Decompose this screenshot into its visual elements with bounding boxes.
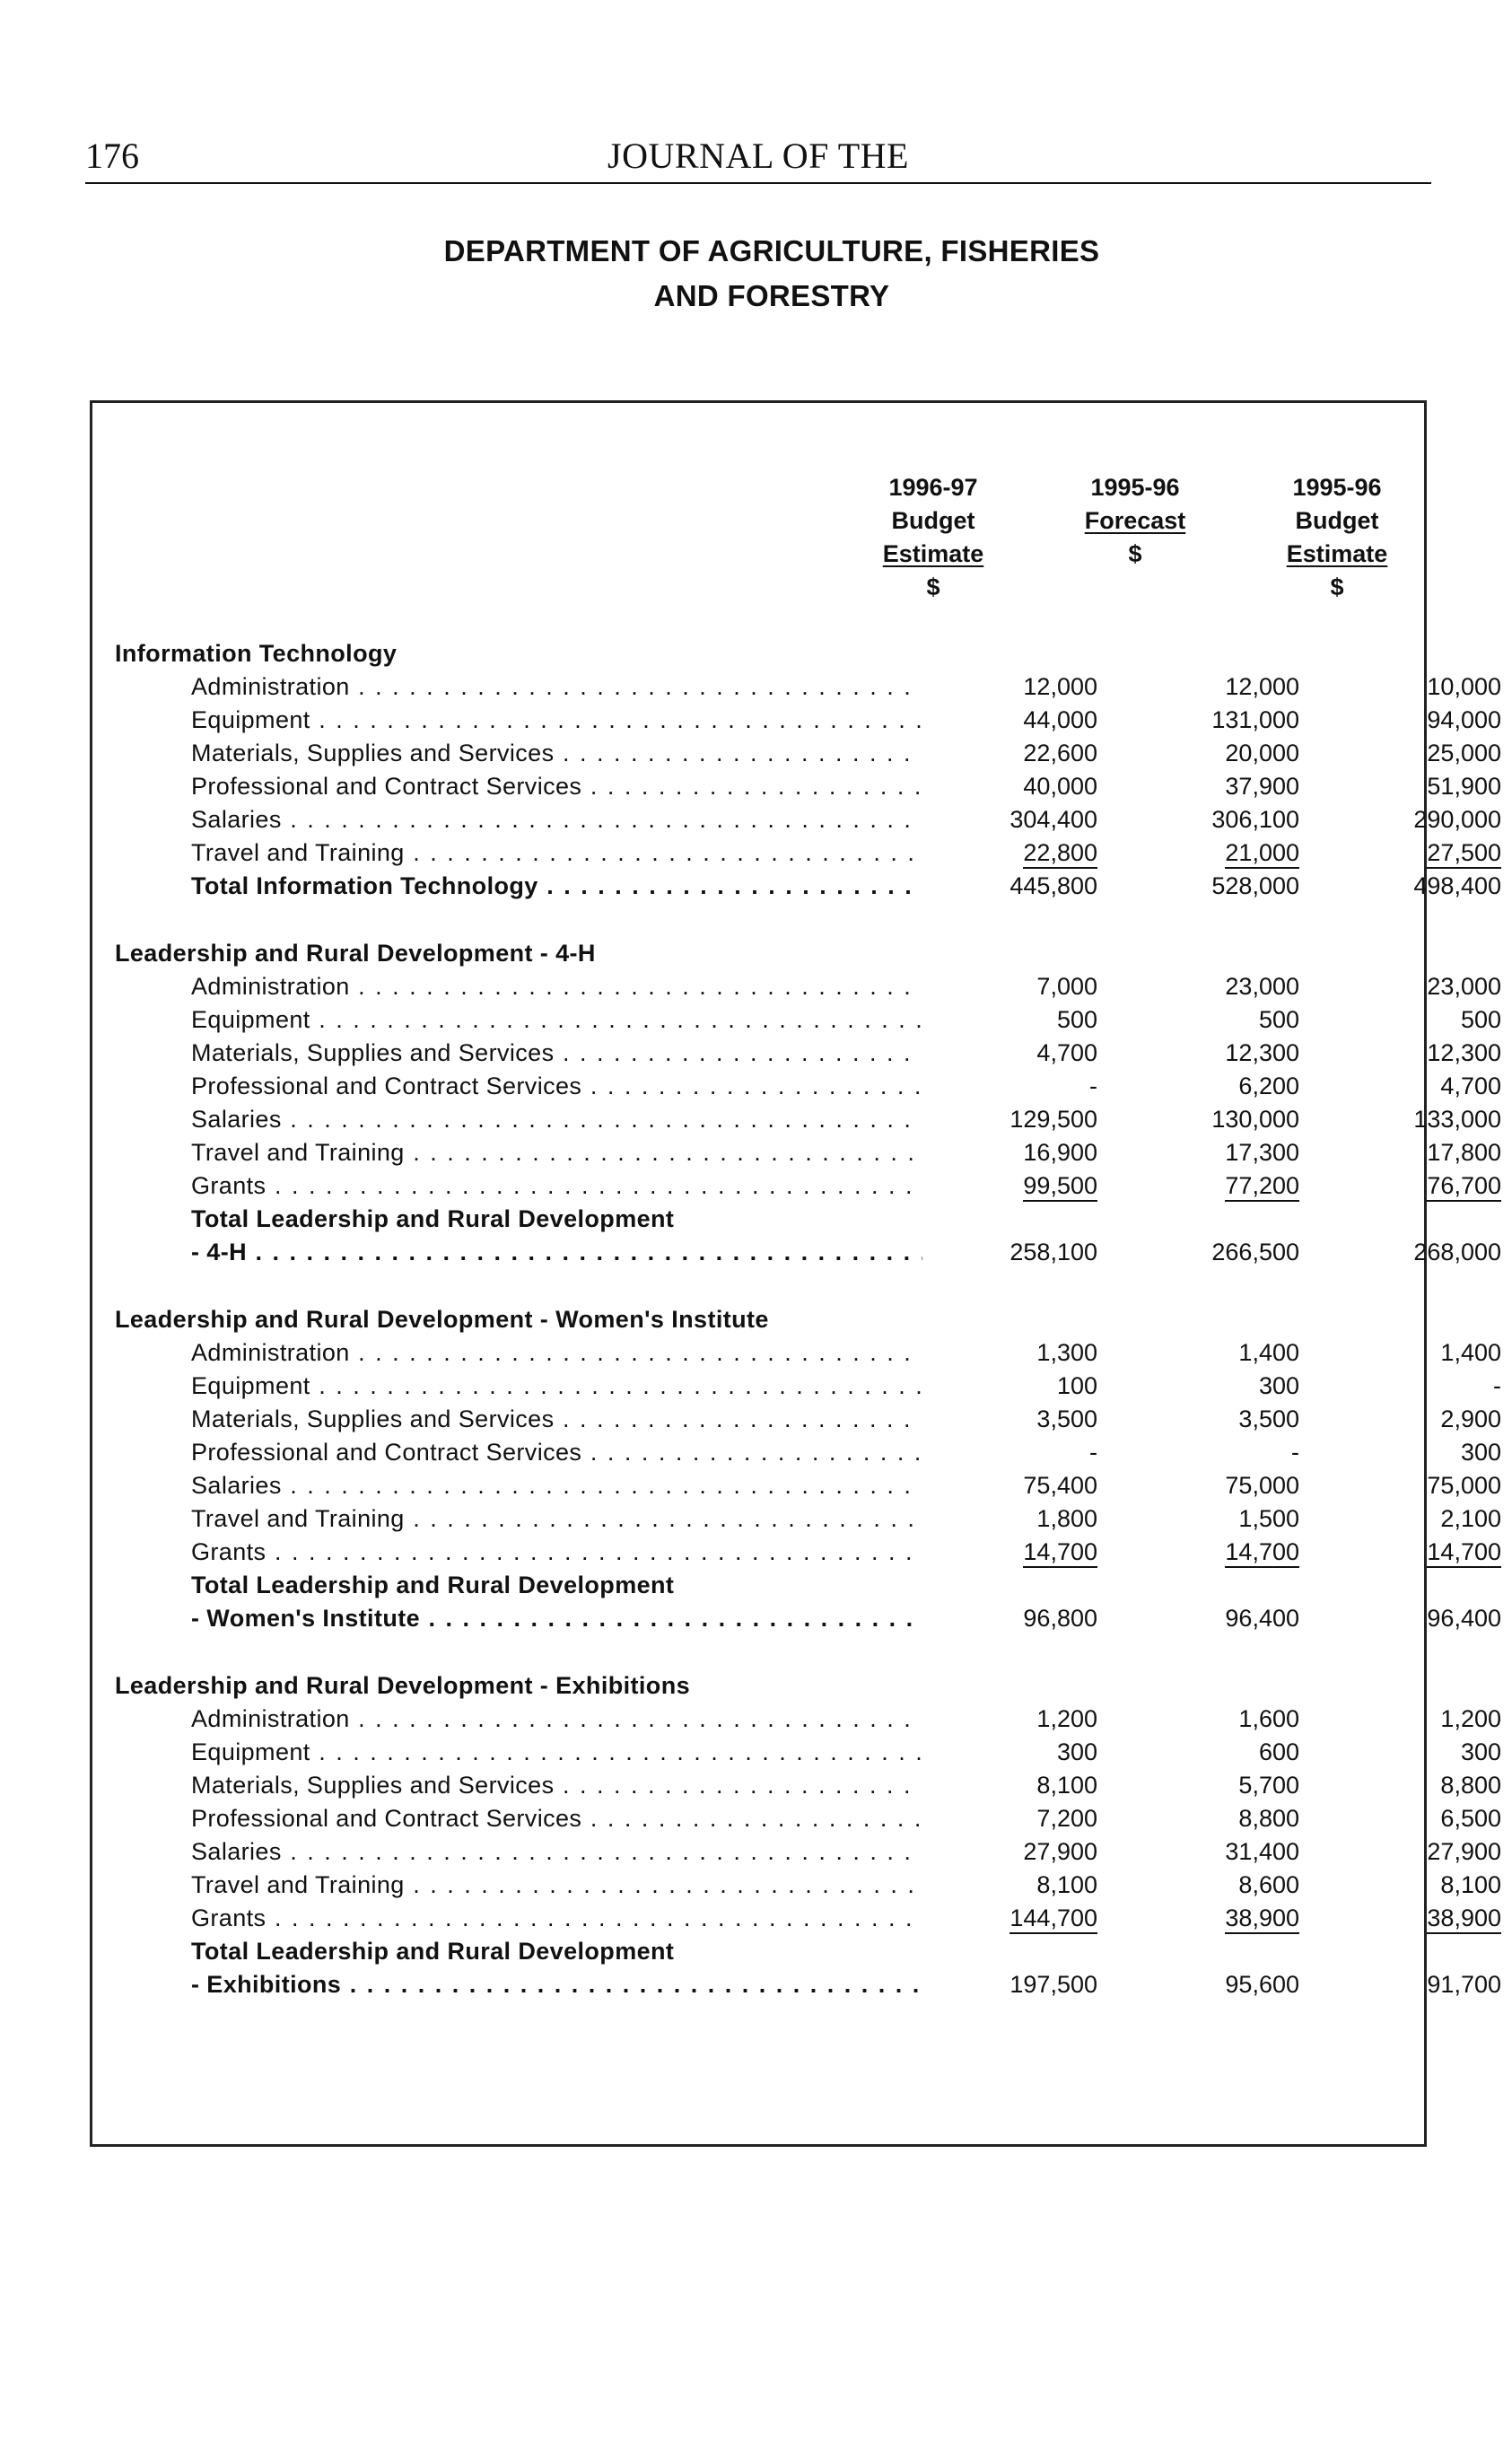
cell-value-text: 99,500 — [1023, 1172, 1097, 1202]
cell-value — [1340, 870, 1501, 903]
cell-value — [936, 1802, 1097, 1835]
cell-value-text: 500 — [1258, 1006, 1299, 1033]
cell-value-text: 300 — [1460, 1738, 1501, 1765]
cell-value — [1340, 803, 1501, 836]
cell-value-text: 38,900 — [1427, 1904, 1501, 1934]
total-row — [115, 1602, 1501, 1635]
cell-value — [936, 1469, 1097, 1502]
cell-value — [936, 870, 1097, 903]
cell-value — [936, 1070, 1097, 1103]
cell-value — [936, 737, 1097, 770]
row-label: Travel and Training . . . — [191, 1502, 922, 1536]
cell-value — [936, 1003, 1097, 1037]
cell-value-text: 51,900 — [1427, 773, 1501, 800]
cell-value-text: 27,900 — [1023, 1838, 1097, 1865]
cell-value-text: 27,900 — [1427, 1838, 1501, 1865]
cell-value — [1138, 670, 1299, 704]
cell-value-text: 12,300 — [1225, 1039, 1299, 1066]
cell-value-text: 3,500 — [1238, 1405, 1299, 1432]
cell-value — [1340, 704, 1501, 737]
cell-value — [936, 670, 1097, 704]
cell-value-text: 300 — [1056, 1738, 1097, 1765]
table-row — [115, 737, 1501, 770]
cell-value — [1138, 1703, 1299, 1736]
row-label: Travel and Training . . . — [191, 1136, 922, 1169]
cell-value — [936, 1602, 1097, 1635]
section-heading-row — [115, 1669, 1407, 1703]
cell-value-text: - — [1089, 1073, 1097, 1099]
cell-value — [1138, 1835, 1299, 1869]
cell-value — [1340, 1436, 1501, 1469]
row-label: Administration . . . — [191, 970, 922, 1003]
cell-value-text: 5,700 — [1238, 1772, 1299, 1799]
table-row — [115, 670, 1501, 704]
cell-value — [936, 970, 1097, 1003]
cell-value-text: 498,400 — [1413, 872, 1501, 899]
section-heading-row — [115, 1303, 1407, 1336]
column-header-unit: $ — [926, 574, 940, 600]
column-header-line: 1995-96 — [1090, 474, 1180, 501]
cell-value — [1340, 1469, 1501, 1502]
section-heading: Information Technology — [115, 640, 398, 667]
table-row — [115, 970, 1501, 1003]
cell-value — [1340, 737, 1501, 770]
table-row — [115, 1370, 1501, 1403]
cell-value-text: 600 — [1258, 1738, 1299, 1765]
cell-value — [1340, 1835, 1501, 1869]
cell-value-text: 268,000 — [1413, 1239, 1501, 1265]
cell-value-text: 96,400 — [1427, 1605, 1501, 1632]
cell-value-text: 1,600 — [1238, 1705, 1299, 1732]
column-header-1995-96-budget — [1261, 471, 1413, 604]
cell-value-text: 12,000 — [1023, 673, 1097, 700]
total-label: Total Leadership and Rural Development — [191, 1205, 675, 1232]
cell-value — [1138, 1236, 1299, 1269]
cell-value-text: 1,500 — [1238, 1505, 1299, 1532]
cell-value — [1340, 1236, 1501, 1269]
cell-value — [1138, 836, 1299, 870]
cell-value — [1138, 1169, 1299, 1203]
cell-value — [1138, 1003, 1299, 1037]
cell-value — [1138, 803, 1299, 836]
column-header-line: Estimate — [882, 540, 984, 567]
table-row — [115, 1802, 1501, 1835]
cell-value-text: 129,500 — [1009, 1106, 1097, 1133]
cell-value-text: 75,000 — [1225, 1472, 1299, 1499]
department-title-line1: DEPARTMENT OF AGRICULTURE, FISHERIES — [443, 234, 1100, 267]
cell-value-text: 4,700 — [1440, 1073, 1501, 1099]
cell-value — [1340, 1037, 1501, 1070]
cell-value-text: 21,000 — [1225, 839, 1299, 869]
cell-value — [1138, 1370, 1299, 1403]
cell-value — [1138, 870, 1299, 903]
column-header-line: Budget — [891, 507, 975, 534]
cell-value — [1138, 1602, 1299, 1635]
cell-value-text: 95,600 — [1225, 1971, 1299, 1998]
cell-value — [936, 1502, 1097, 1536]
section-heading: Leadership and Rural Development - 4-H — [115, 940, 596, 967]
cell-value-text: 300 — [1460, 1439, 1501, 1466]
cell-value — [1138, 1769, 1299, 1802]
row-label: Professional and Contract Services . . . — [191, 770, 922, 803]
table-row — [115, 836, 1501, 870]
cell-value — [936, 1403, 1097, 1436]
column-header-line: Forecast — [1084, 507, 1186, 534]
cell-value-text: 8,100 — [1440, 1871, 1501, 1898]
section-heading-row — [115, 937, 1407, 970]
cell-value-text: 6,200 — [1238, 1073, 1299, 1099]
cell-value-text: 44,000 — [1023, 706, 1097, 733]
cell-value — [936, 1736, 1097, 1769]
cell-value-text: 14,700 — [1427, 1538, 1501, 1568]
cell-value — [936, 1769, 1097, 1802]
budget-table — [115, 637, 1501, 2001]
cell-value-text: 23,000 — [1427, 973, 1501, 1000]
cell-value-text: 306,100 — [1211, 806, 1299, 833]
cell-value — [1138, 1070, 1299, 1103]
column-header-unit: $ — [1128, 540, 1142, 567]
total-label-continued: - Women's Institute . . . — [191, 1602, 922, 1635]
table-row — [115, 1136, 1501, 1169]
cell-value — [1138, 1469, 1299, 1502]
cell-value — [936, 1236, 1097, 1269]
total-label: Total Leadership and Rural Development — [191, 1572, 675, 1598]
row-label: Travel and Training . . . — [191, 1869, 922, 1902]
cell-value-text: 96,400 — [1225, 1605, 1299, 1632]
cell-value-text: 25,000 — [1427, 740, 1501, 766]
cell-value-text: 4,700 — [1036, 1039, 1097, 1066]
table-row — [115, 1536, 1501, 1569]
cell-value-text: 16,900 — [1023, 1139, 1097, 1166]
cell-value-text: 22,800 — [1023, 839, 1097, 869]
cell-value — [1138, 1336, 1299, 1370]
cell-value-text: 131,000 — [1211, 706, 1299, 733]
cell-value-text: 17,300 — [1225, 1139, 1299, 1166]
total-label: Total Information Technology . . . — [191, 870, 922, 903]
cell-value — [936, 836, 1097, 870]
cell-value-text: 500 — [1056, 1006, 1097, 1033]
cell-value — [936, 770, 1097, 803]
department-title-line2: AND FORESTRY — [653, 279, 890, 312]
cell-value-text: 22,600 — [1023, 740, 1097, 766]
cell-value — [1138, 704, 1299, 737]
cell-value — [1340, 1536, 1501, 1569]
cell-value — [1138, 1436, 1299, 1469]
cell-value — [936, 1968, 1097, 2001]
table-row — [115, 1469, 1501, 1502]
cell-value-text: 75,400 — [1023, 1472, 1097, 1499]
table-row — [115, 1769, 1501, 1802]
cell-value-text: 8,800 — [1238, 1805, 1299, 1832]
cell-value — [1340, 1802, 1501, 1835]
cell-value-text: 300 — [1258, 1372, 1299, 1399]
cell-value — [1340, 1869, 1501, 1902]
cell-value-text: 130,000 — [1211, 1106, 1299, 1133]
cell-value-text: 8,600 — [1238, 1871, 1299, 1898]
cell-value — [1138, 1869, 1299, 1902]
cell-value-text: 38,900 — [1225, 1904, 1299, 1934]
row-label: Grants . . . — [191, 1902, 922, 1935]
cell-value-text: 197,500 — [1009, 1971, 1097, 1998]
row-label: Grants . . . — [191, 1169, 922, 1203]
cell-value — [936, 1370, 1097, 1403]
cell-value — [936, 1835, 1097, 1869]
total-label: Total Leadership and Rural Development — [191, 1938, 675, 1965]
cell-value — [1340, 1602, 1501, 1635]
cell-value-text: 8,100 — [1036, 1871, 1097, 1898]
table-row — [115, 770, 1501, 803]
column-header-line: Budget — [1295, 507, 1379, 534]
cell-value — [1138, 737, 1299, 770]
row-label: Administration . . . — [191, 670, 922, 704]
cell-value-text: 31,400 — [1225, 1838, 1299, 1865]
cell-value-text: 76,700 — [1427, 1172, 1501, 1202]
cell-value — [936, 1169, 1097, 1203]
cell-value — [1138, 1802, 1299, 1835]
cell-value — [936, 1103, 1097, 1136]
table-row — [115, 1869, 1501, 1902]
page-number: 176 — [85, 136, 139, 176]
total-label-continued: - Exhibitions . . . — [191, 1968, 922, 2001]
cell-value — [936, 1902, 1097, 1935]
cell-value-text: 1,200 — [1036, 1705, 1097, 1732]
column-header-unit: $ — [1330, 574, 1344, 600]
row-label: Salaries . . . — [191, 1103, 922, 1136]
cell-value-text: 12,000 — [1225, 673, 1299, 700]
cell-value — [1340, 1003, 1501, 1037]
cell-value — [1340, 1169, 1501, 1203]
section-heading: Leadership and Rural Development - Exhibitions — [115, 1672, 691, 1699]
section-heading-row — [115, 637, 1407, 670]
table-row — [115, 1336, 1501, 1370]
table-row — [115, 1703, 1501, 1736]
row-label: Professional and Contract Services . . . — [191, 1070, 922, 1103]
cell-value-text: 100 — [1056, 1372, 1097, 1399]
cell-value-text: 1,800 — [1036, 1505, 1097, 1532]
cell-value — [1138, 1536, 1299, 1569]
cell-value — [1340, 1736, 1501, 1769]
cell-value — [1138, 1736, 1299, 1769]
row-label: Salaries . . . — [191, 803, 922, 836]
cell-value — [936, 1136, 1097, 1169]
row-label: Materials, Supplies and Services . . . — [191, 737, 922, 770]
total-row-label — [115, 1203, 1407, 1236]
cell-value — [1340, 836, 1501, 870]
table-row — [115, 704, 1501, 737]
cell-value-text: 445,800 — [1009, 872, 1097, 899]
column-header-1995-96-forecast — [1059, 471, 1211, 571]
table-row — [115, 1736, 1501, 1769]
cell-value — [1340, 1370, 1501, 1403]
row-label: Salaries . . . — [191, 1835, 922, 1869]
row-label: Grants . . . — [191, 1536, 922, 1569]
section-spacer — [115, 1635, 1407, 1669]
cell-value-text: 40,000 — [1023, 773, 1097, 800]
cell-value — [1138, 1103, 1299, 1136]
running-title: JOURNAL OF THE — [607, 136, 909, 176]
table-row — [115, 1502, 1501, 1536]
row-label: Equipment . . . — [191, 704, 922, 737]
cell-value-text: 91,700 — [1427, 1971, 1501, 1998]
row-label: Equipment . . . — [191, 1003, 922, 1037]
cell-value-text: 8,100 — [1036, 1772, 1097, 1799]
cell-value — [1340, 970, 1501, 1003]
cell-value — [1340, 1336, 1501, 1370]
total-row — [115, 1968, 1501, 2001]
row-label: Travel and Training . . . — [191, 836, 922, 870]
total-row-label — [115, 1935, 1407, 1968]
cell-value-text: 8,800 — [1440, 1772, 1501, 1799]
cell-value-text: 96,800 — [1023, 1605, 1097, 1632]
row-label: Professional and Contract Services . . . — [191, 1436, 922, 1469]
section-spacer — [115, 1269, 1407, 1303]
cell-value — [1340, 1902, 1501, 1935]
cell-value — [936, 1703, 1097, 1736]
cell-value-text: 20,000 — [1225, 740, 1299, 766]
cell-value-text: 1,200 — [1440, 1705, 1501, 1732]
table-row — [115, 803, 1501, 836]
cell-value-text: - — [1291, 1439, 1299, 1466]
cell-value-text: 6,500 — [1440, 1805, 1501, 1832]
row-label: Equipment . . . — [191, 1736, 922, 1769]
page-header — [85, 130, 1431, 184]
cell-value — [1138, 1403, 1299, 1436]
cell-value-text: 290,000 — [1413, 806, 1501, 833]
cell-value-text: 77,200 — [1225, 1172, 1299, 1202]
cell-value — [936, 803, 1097, 836]
department-title — [0, 229, 1512, 319]
cell-value — [1138, 1902, 1299, 1935]
column-header-line: Estimate — [1286, 540, 1388, 567]
cell-value-text: 75,000 — [1427, 1472, 1501, 1499]
row-label: Materials, Supplies and Services . . . — [191, 1037, 922, 1070]
table-row — [115, 1103, 1501, 1136]
cell-value — [936, 704, 1097, 737]
cell-value — [1340, 670, 1501, 704]
cell-value-text: 528,000 — [1211, 872, 1299, 899]
cell-value-text: 17,800 — [1427, 1139, 1501, 1166]
cell-value — [936, 1536, 1097, 1569]
table-row — [115, 1835, 1501, 1869]
cell-value — [1340, 1103, 1501, 1136]
cell-value-text: 258,100 — [1009, 1239, 1097, 1265]
cell-value — [1340, 1070, 1501, 1103]
table-row — [115, 1403, 1501, 1436]
cell-value — [1340, 1769, 1501, 1802]
cell-value — [1340, 1403, 1501, 1436]
cell-value-text: 14,700 — [1225, 1538, 1299, 1568]
cell-value — [936, 1436, 1097, 1469]
column-header-1996-97-budget — [857, 471, 1009, 604]
table-row — [115, 1037, 1501, 1070]
cell-value — [936, 1336, 1097, 1370]
row-label: Administration . . . — [191, 1336, 922, 1370]
cell-value-text: 14,700 — [1023, 1538, 1097, 1568]
cell-value — [1138, 970, 1299, 1003]
cell-value-text: 12,300 — [1427, 1039, 1501, 1066]
cell-value — [1340, 1703, 1501, 1736]
cell-value-text: 304,400 — [1009, 806, 1097, 833]
cell-value — [1340, 770, 1501, 803]
cell-value-text: 37,900 — [1225, 773, 1299, 800]
cell-value-text: 27,500 — [1427, 839, 1501, 869]
total-row — [115, 1236, 1501, 1269]
cell-value-text: 23,000 — [1225, 973, 1299, 1000]
table-row — [115, 1902, 1501, 1935]
cell-value-text: - — [1493, 1372, 1501, 1399]
cell-value-text: 500 — [1460, 1006, 1501, 1033]
row-label: Materials, Supplies and Services . . . — [191, 1403, 922, 1436]
total-row-label — [115, 1569, 1407, 1602]
cell-value — [1138, 1968, 1299, 2001]
cell-value-text: 133,000 — [1413, 1106, 1501, 1133]
cell-value — [1138, 770, 1299, 803]
cell-value-text: 266,500 — [1211, 1239, 1299, 1265]
row-label: Administration . . . — [191, 1703, 922, 1736]
cell-value-text: 1,400 — [1440, 1339, 1501, 1366]
cell-value — [936, 1037, 1097, 1070]
cell-value — [1138, 1502, 1299, 1536]
cell-value-text: 144,700 — [1009, 1904, 1097, 1934]
column-header-line: 1996-97 — [888, 474, 978, 501]
total-label-continued: - 4-H . . . — [191, 1236, 922, 1269]
cell-value-text: 2,900 — [1440, 1405, 1501, 1432]
table-row — [115, 1070, 1501, 1103]
cell-value — [1138, 1037, 1299, 1070]
cell-value-text: 2,100 — [1440, 1505, 1501, 1532]
total-row — [115, 870, 1501, 903]
table-row — [115, 1436, 1501, 1469]
table-row — [115, 1169, 1501, 1203]
cell-value-text: 7,000 — [1036, 973, 1097, 1000]
cell-value-text: 1,400 — [1238, 1339, 1299, 1366]
row-label: Equipment . . . — [191, 1370, 922, 1403]
table-row — [115, 1003, 1501, 1037]
cell-value — [1340, 1502, 1501, 1536]
cell-value — [1138, 1136, 1299, 1169]
row-label: Salaries . . . — [191, 1469, 922, 1502]
row-label: Materials, Supplies and Services . . . — [191, 1769, 922, 1802]
cell-value-text: 10,000 — [1427, 673, 1501, 700]
column-header-line: 1995-96 — [1292, 474, 1382, 501]
section-heading: Leadership and Rural Development - Women's Institute — [115, 1306, 769, 1333]
cell-value-text: 3,500 — [1036, 1405, 1097, 1432]
cell-value-text: 94,000 — [1427, 706, 1501, 733]
cell-value — [1340, 1136, 1501, 1169]
cell-value-text: 7,200 — [1036, 1805, 1097, 1832]
row-label: Professional and Contract Services . . . — [191, 1802, 922, 1835]
cell-value-text: 1,300 — [1036, 1339, 1097, 1366]
section-spacer — [115, 903, 1407, 937]
cell-value — [1340, 1968, 1501, 2001]
cell-value-text: - — [1089, 1439, 1097, 1466]
cell-value — [936, 1869, 1097, 1902]
